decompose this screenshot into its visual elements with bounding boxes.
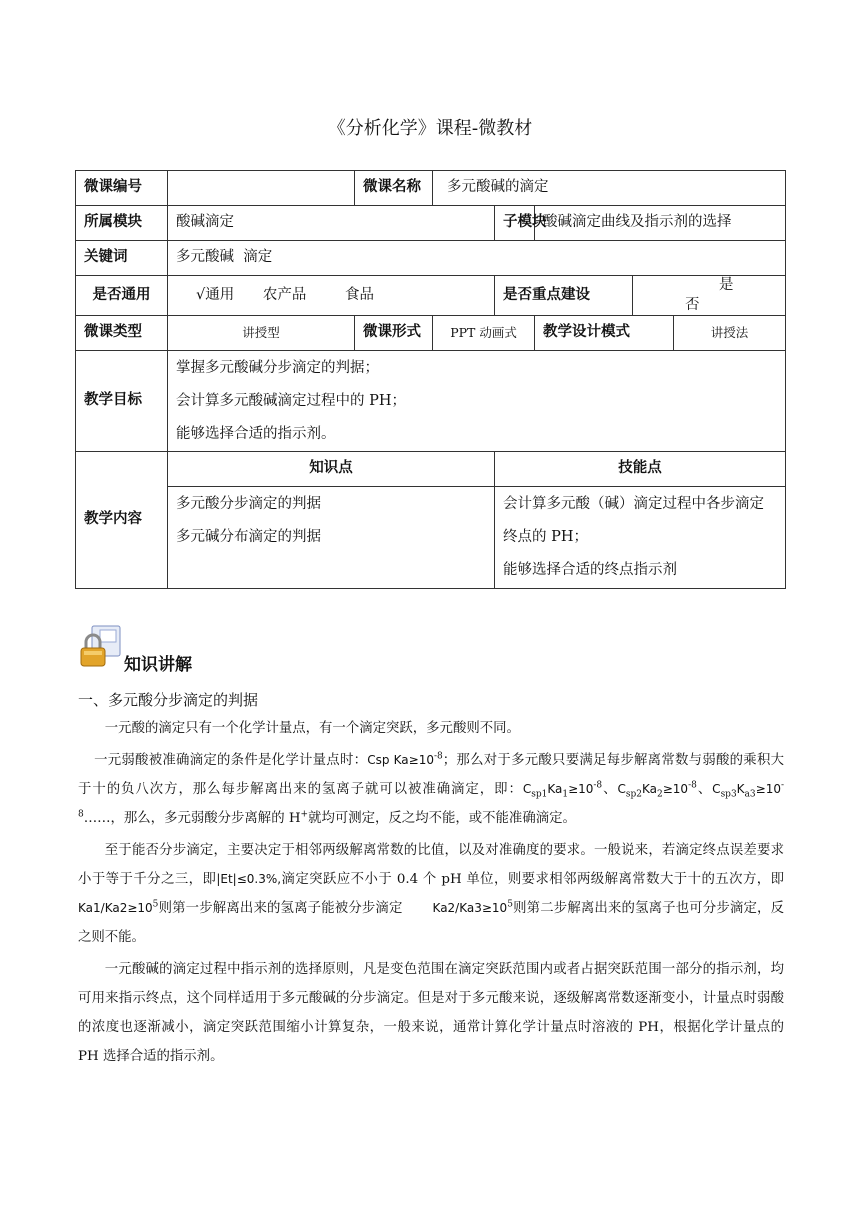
course-info-table <box>75 170 786 589</box>
formula: Ka1/Ka2≥10 <box>78 901 153 915</box>
table-row <box>76 241 786 276</box>
subscript: 1 <box>562 789 569 800</box>
knowledge-item: 多元碱分布滴定的判据 <box>176 529 321 546</box>
section-body <box>78 714 784 1074</box>
code-value <box>168 171 355 206</box>
paragraph <box>78 836 784 952</box>
table-row <box>76 206 786 241</box>
goal-label: 教学目标 <box>76 351 168 452</box>
submodule-label: 子模块 <box>495 206 535 241</box>
name-label: 微课名称 <box>355 171 433 206</box>
skill-item: 会计算多元酸（碱）滴定过程中各步滴定终点的 PH； <box>503 496 765 546</box>
table-row <box>76 452 786 487</box>
key-options <box>633 276 786 316</box>
formula: |Et|≤0.3%, <box>216 872 282 886</box>
content-label: 教学内容 <box>76 452 168 589</box>
text-run: 至于能否分步滴定，主要决定于相邻两级解离常数的比值，以及对准确度的要求。一般说来，若滴定终点误差要求小于等于千分之三，即 <box>78 843 784 887</box>
subscript: sp1 <box>531 789 548 800</box>
table-row <box>76 351 786 452</box>
type-label: 微课类型 <box>76 316 168 351</box>
paragraph: 一元酸的滴定只有一个化学计量点，有一个滴定突跃，多元酸则不同。 <box>104 721 520 736</box>
formula: C <box>617 782 626 796</box>
key-label: 是否重点建设 <box>495 276 633 316</box>
option-yes: 是 <box>719 277 734 293</box>
formula: ≥10 <box>568 782 594 796</box>
formula: Csp Ka <box>367 753 409 767</box>
design-value: 讲授法 <box>674 316 786 351</box>
option-food: 食品 <box>344 286 374 303</box>
superscript: -8 <box>688 780 697 791</box>
table-row <box>76 276 786 316</box>
formula: ≥10 <box>408 753 434 767</box>
text-run: 则第二步解离出来的氢离子也可分步滴定，反之则不能。 <box>78 901 785 945</box>
option-general: √通用 <box>196 286 235 303</box>
superscript: 5 <box>152 899 159 910</box>
name-value: 多元酸碱的滴定 <box>433 171 786 206</box>
superscript: 5 <box>507 899 513 910</box>
page-title: 《分析化学》课程-微教材 <box>327 118 533 139</box>
form-label: 微课形式 <box>355 316 433 351</box>
option-agri: 农产品 <box>262 286 307 303</box>
superscript: -8 <box>593 780 603 791</box>
knowledge-header: 知识点 <box>168 452 495 487</box>
subscript: sp3 <box>720 789 737 800</box>
goal-item: 掌握多元酸碱分步滴定的判据； <box>176 359 379 376</box>
text-run: 就均可测定，反之均不能，或不能准确滴定。 <box>308 811 576 826</box>
superscript: + <box>300 809 309 820</box>
goal-list <box>168 351 786 452</box>
text-run: 滴定突跃应不小于 0.4 个 pH 单位，则要求相邻两级解离常数大于十的五次方，即 <box>281 872 785 887</box>
text-run: 、 <box>602 782 618 797</box>
lock-icon <box>78 624 124 670</box>
design-label: 教学设计模式 <box>535 316 674 351</box>
paragraph: 一元酸碱的滴定过程中指示剂的选择原则，凡是变色范围在滴定突跃范围内或者占据突跃范围一部分的指示剂，均可用来指示终点，这个同样适用于多元酸碱的分步滴定。但是对于多元酸来说，逐级解离常数逐渐变小，计量点时弱酸的浓度也逐渐减小，滴定突跃范围缩小计算复杂，一般来说，通常计算化学计量点时溶液的 PH，根据化学计量点的 PH 选择合适的指示剂。 <box>78 962 784 1064</box>
form-value: PPT 动画式 <box>433 316 535 351</box>
knowledge-item: 多元酸分步滴定的判据 <box>176 496 321 513</box>
section-heading: 一、多元酸分步滴定的判据 <box>78 691 259 709</box>
skill-item: 能够选择合适的终点指示剂 <box>503 562 678 579</box>
formula: 10 <box>672 782 689 796</box>
skill-list <box>495 487 786 589</box>
module-label: 所属模块 <box>76 206 168 241</box>
table-row <box>76 316 786 351</box>
formula: Ka <box>547 782 563 796</box>
formula: ≥ <box>662 782 673 796</box>
subscript: sp2 <box>625 789 642 800</box>
formula: K <box>736 782 745 796</box>
code-label: 微课编号 <box>76 171 168 206</box>
table-row <box>76 171 786 206</box>
formula: ≥10 <box>755 782 781 796</box>
goal-item: 能够选择合适的指示剂。 <box>176 425 336 442</box>
section-title: 知识讲解 <box>124 655 192 675</box>
text-run: ……，那么，多元弱酸分步离解的 H <box>83 811 301 826</box>
subscript: a3 <box>744 789 756 800</box>
goal-item: 会计算多元酸碱滴定过程中的 PH； <box>176 392 407 409</box>
skill-header: 技能点 <box>495 452 786 487</box>
keywords-value: 多元酸碱 滴定 <box>168 241 786 276</box>
submodule-value: 酸碱滴定曲线及指示剂的选择 <box>535 206 786 241</box>
formula: Ka <box>641 782 657 796</box>
paragraph <box>78 746 784 833</box>
text-run: 一元弱酸被准确滴定的条件是化学计量点时： <box>94 753 368 768</box>
text-run: 、 <box>696 782 713 797</box>
formula: C <box>522 782 532 796</box>
general-options <box>168 276 495 316</box>
superscript: -8 <box>433 751 443 762</box>
option-no: 否 <box>685 296 700 313</box>
keywords-label: 关键词 <box>76 241 168 276</box>
formula: Ka2/Ka3≥10 <box>432 901 508 915</box>
formula: C <box>712 782 721 796</box>
text-run: ；那么对于多元酸只要满足每步解离常数与弱酸的乘积大于十的负八次方，那么每步解离出来的氢离子就可以被准确滴定，即： <box>78 753 785 797</box>
knowledge-list <box>168 487 495 589</box>
text-run: 则第一步解离出来的氢离子能被分步滴定 <box>158 901 403 916</box>
subscript: 2 <box>657 789 663 800</box>
module-value: 酸碱滴定 <box>168 206 495 241</box>
type-value: 讲授型 <box>168 316 355 351</box>
table-row <box>76 487 786 589</box>
general-label: 是否通用 <box>76 276 168 316</box>
superscript: -8 <box>78 780 785 820</box>
